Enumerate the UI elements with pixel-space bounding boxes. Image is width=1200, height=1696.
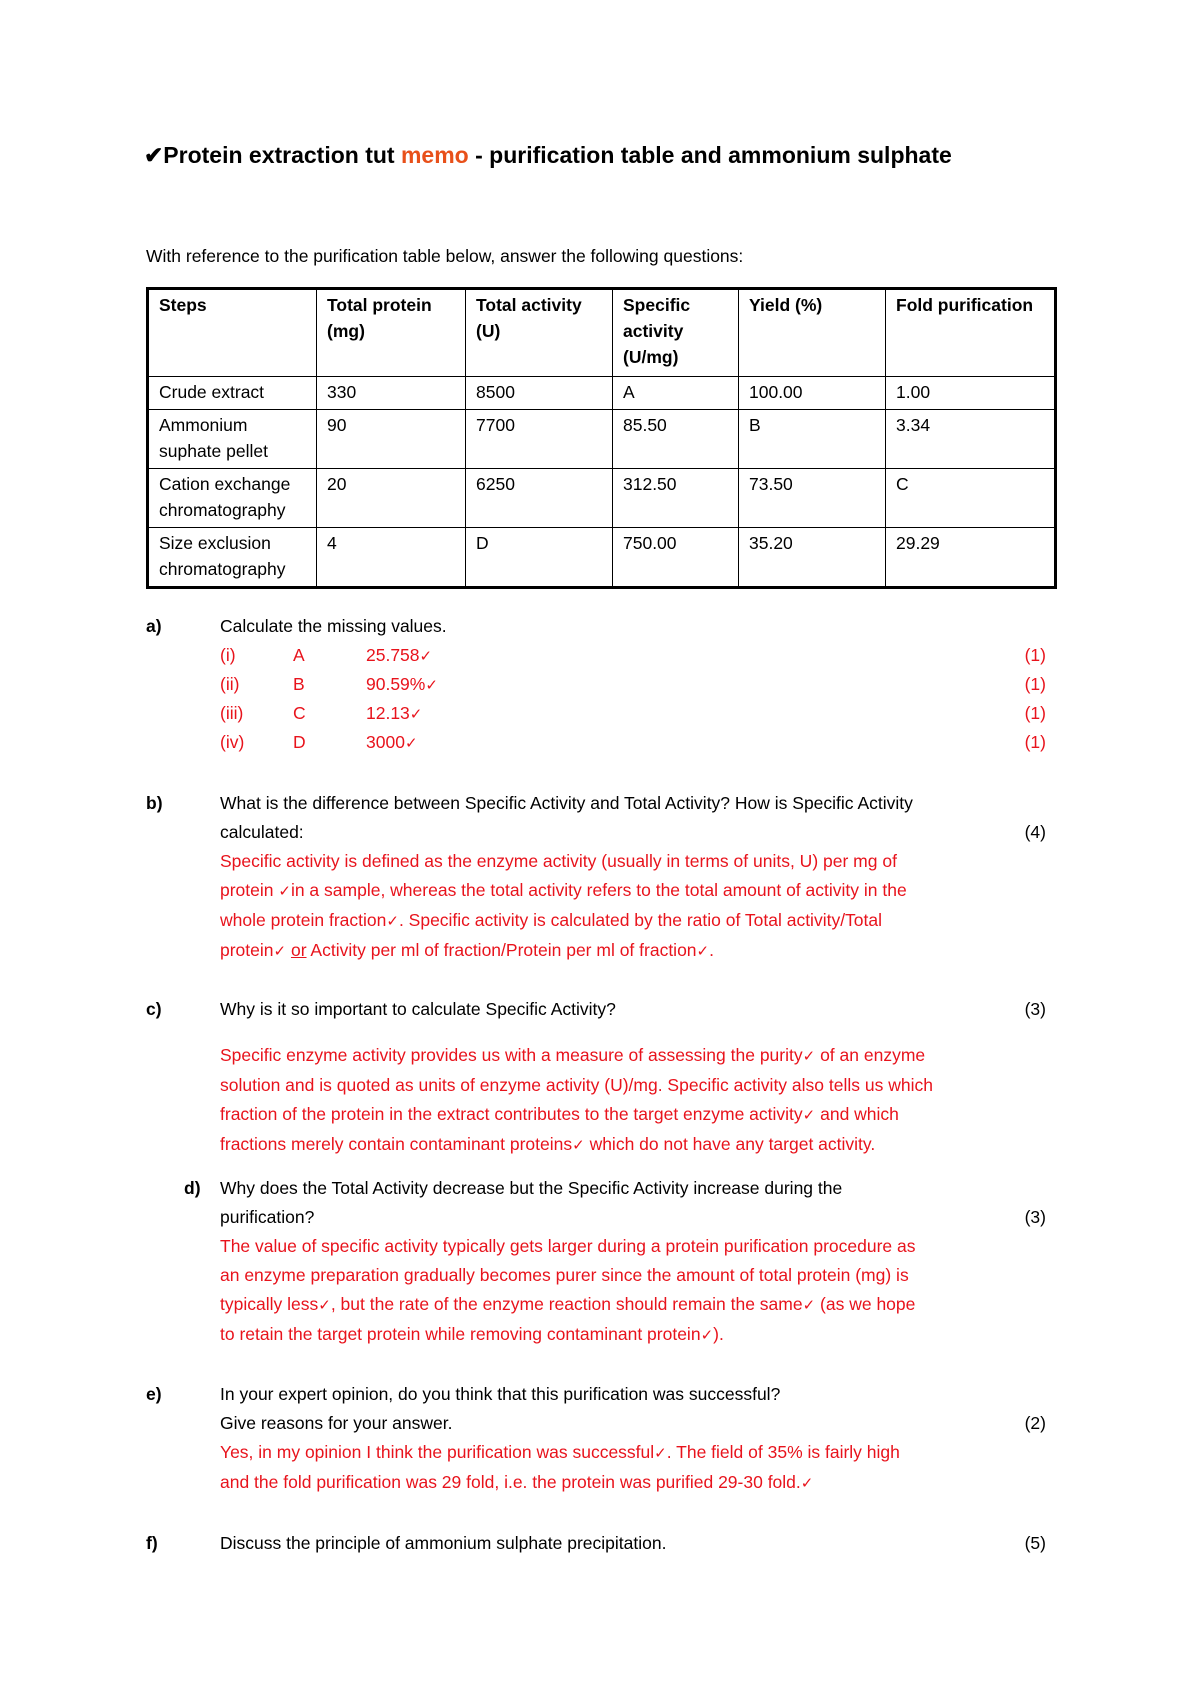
table-cell: 85.50 (613, 410, 739, 469)
table-row (148, 528, 1056, 588)
question-b (146, 789, 1046, 964)
question-text: Calculate the missing values. (220, 616, 447, 636)
table-row (148, 377, 1056, 410)
table-cell: D (466, 528, 613, 588)
question-a (146, 612, 1046, 757)
header-cell: Yield (%) (739, 289, 886, 377)
table-cell: 750.00 (613, 528, 739, 588)
answer-text: Yes, in my opinion I think the purification was successful✓. The field of 35% is fairly high and the fold purification was 29 fold, i.e. the protein was purified 29-30 fold.✓ (220, 1442, 900, 1492)
table-cell: 6250 (466, 469, 613, 528)
table-cell: 29.29 (886, 528, 1056, 588)
table-cell: B (739, 410, 886, 469)
header-cell: Total activity (U) (466, 289, 613, 377)
tick-icon: ✓ (654, 1444, 667, 1462)
tick-icon: ✓ (800, 1474, 814, 1492)
tick-icon: ✓ (273, 942, 287, 960)
tick-icon: ✓ (419, 647, 433, 665)
table-header-row (148, 289, 1056, 377)
answer-text: The value of specific activity typically gets larger during a protein purification procedure as an enzyme preparation gradually becomes purer since the amount of total protein (mg) is typically less✓, but the rate of the enzyme reaction should remain the same✓ (as we hope to retain the target protein while removing contaminant protein✓). (220, 1236, 916, 1344)
question-c (146, 995, 1046, 1155)
table-cell: Crude extract (148, 377, 317, 410)
tick-icon: ✓ (802, 1047, 816, 1065)
table-cell: 8500 (466, 377, 613, 410)
table-cell: 330 (317, 377, 466, 410)
header-cell: Fold purification (886, 289, 1056, 377)
table-cell: 90 (317, 410, 466, 469)
table-cell: A (613, 377, 739, 410)
marks: (2) (1024, 1413, 1046, 1433)
tick-icon: ✓ (278, 882, 291, 900)
question-label: e) (146, 1384, 162, 1404)
answer-text: Specific enzyme activity provides us with a measure of assessing the purity✓ of an enzyme solution and is quoted as units of enzyme activity (U)/mg. Specific activity also tells us which fraction of the protein in the extract contributes to the target enzyme activity✓ and which fractions merely contain contaminant proteins✓ which do not have any target activity. (220, 1045, 933, 1154)
question-e (146, 1380, 1046, 1500)
table-cell: 1.00 (886, 377, 1056, 410)
answer-text: Specific activity is defined as the enzyme activity (usually in terms of units, U) per mg of protein ✓in a sample, whereas the total activity refers to the total amount of activity in the whole protein fraction✓. Specific activity is calculated by the ratio of Total activity/Total protein✓ or Activity per ml of fraction/Protein per ml of fraction✓. (220, 851, 907, 960)
question-d (146, 1174, 1046, 1349)
table-cell: 3.34 (886, 410, 1056, 469)
question-f (146, 1529, 1046, 1559)
header-cell: Specific activity (U/mg) (613, 289, 739, 377)
purification-table (146, 287, 1057, 589)
answer-row: (iii) C 12.13✓ (1) (220, 703, 1046, 723)
table-cell: 100.00 (739, 377, 886, 410)
question-label: c) (146, 999, 162, 1019)
tick-icon: ✓ (802, 1106, 816, 1124)
memo-label: memo (400, 142, 469, 168)
answer-row: (i) A 25.758✓ (1) (220, 645, 1046, 665)
question-label: b) (146, 793, 163, 813)
marks: (3) (1024, 1207, 1046, 1227)
header-cell: Total protein (mg) (317, 289, 466, 377)
tick-icon: ✓ (572, 1136, 585, 1154)
table-cell: 20 (317, 469, 466, 528)
answer-row: (iv) D 3000✓ (1) (220, 732, 1046, 752)
question-label: a) (146, 616, 162, 636)
answer-row: (ii) B 90.59%✓ (1) (220, 674, 1046, 694)
table-cell: 4 (317, 528, 466, 588)
marks: (5) (1024, 1533, 1046, 1553)
marks: (4) (1024, 822, 1046, 842)
table-row (148, 410, 1056, 469)
table-cell: 312.50 (613, 469, 739, 528)
marks: (3) (1024, 999, 1046, 1019)
question-text: Why does the Total Activity decrease but the Specific Activity increase during the purification? (3) The value of specific activity typically gets larger during a protein purification procedure as an enzyme preparation gradually becomes purer since the amount of total protein (mg) is typically less✓, but the rate of the enzyme reaction should remain the same✓ (as we hope to retain the target protein while removing contaminant protein✓). (220, 1174, 1046, 1350)
tick-icon: ✓ (404, 734, 418, 752)
table-cell: Ammonium suphate pellet (148, 410, 317, 469)
tick-icon: ✓ (700, 1326, 714, 1344)
table-cell: 73.50 (739, 469, 886, 528)
intro-text: With reference to the purification table below, answer the following questions: (146, 246, 744, 266)
question-text: What is the difference between Specific Activity and Total Activity? How is Specific Activity calculated: (4) Specific activity is defined as the enzyme activity (usually in terms of units, U) per mg of protein ✓in a sample, whereas the total activity refers to the total amount of activity in the whole protein fraction✓. Specific activity is calculated by the ratio of Total activity/Total protein✓ or Activity per ml of fraction/Protein per ml of fraction✓. (220, 789, 1046, 966)
table-cell: 35.20 (739, 528, 886, 588)
question-label: d) (184, 1178, 201, 1198)
tick-icon: ✓ (318, 1296, 331, 1314)
tick-icon: ✓ (386, 912, 399, 930)
table-cell: Cation exchange chromatography (148, 469, 317, 528)
page-title: ✔Protein extraction tut memo - purification table and ammonium sulphate (144, 142, 952, 168)
tick-icon: ✓ (409, 705, 423, 723)
tick-icon: ✓ (802, 1296, 816, 1314)
question-label: f) (146, 1533, 158, 1553)
table-cell: Size exclusion chromatography (148, 528, 317, 588)
question-text: Why is it so important to calculate Specific Activity? (3) Specific enzyme activity provides us with a measure of assessing the purity✓ of an enzyme solution and is quoted as units of enzyme activity (U)/mg. Specific activity also tells us which fraction of the protein in the extract contributes to the target enzyme activity✓ and which fractions merely contain contaminant proteins✓ which do not have any target activity. (220, 995, 1046, 1160)
check-icon: ✔ (144, 142, 164, 168)
tick-icon: ✓ (425, 676, 438, 694)
table-cell: C (886, 469, 1056, 528)
header-cell: Steps (148, 289, 317, 377)
tick-icon: ✓ (696, 942, 710, 960)
table-row (148, 469, 1056, 528)
table-cell: 7700 (466, 410, 613, 469)
question-text: Discuss the principle of ammonium sulphate precipitation. (5) (220, 1529, 1046, 1558)
question-text: In your expert opinion, do you think that this purification was successful? Give reasons for your answer. (2) Yes, in my opinion I think the purification was successful✓. The field of 35% is fairly high and the fold purification was 29 fold, i.e. the protein was purified 29-30 fold.✓ (220, 1380, 1046, 1498)
